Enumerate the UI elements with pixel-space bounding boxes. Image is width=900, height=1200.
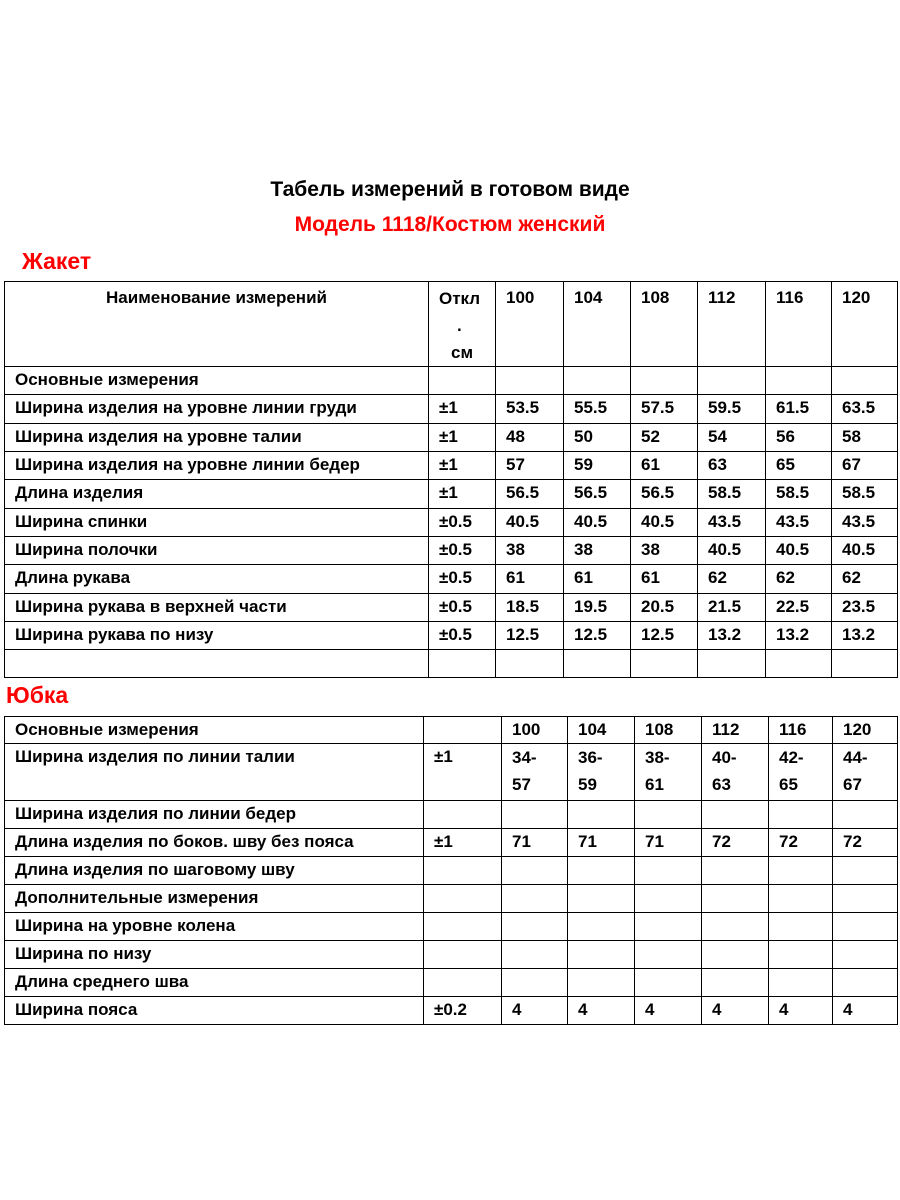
table-row	[5, 744, 898, 801]
header-size: 100	[502, 717, 568, 744]
tolerance-cell	[424, 801, 502, 829]
value-cell: 34- 57	[502, 744, 568, 801]
value-cell: 62	[698, 565, 766, 594]
value-cell: 56.5	[564, 480, 631, 509]
header-tolerance	[424, 717, 502, 744]
value-cell: 4	[502, 997, 568, 1025]
value-cell	[833, 801, 898, 829]
value-cell: 43.5	[832, 509, 898, 537]
value-cell: 58.5	[832, 480, 898, 509]
tolerance-cell: ±0.5	[429, 565, 496, 594]
measurement-name: Дополнительные измерения	[5, 885, 424, 913]
value-cell	[568, 857, 635, 885]
value-cell: 4	[833, 997, 898, 1025]
table-row	[5, 594, 898, 622]
value-cell	[702, 969, 769, 997]
value-cell	[833, 857, 898, 885]
value-cell: 65	[766, 452, 832, 480]
tolerance-cell	[424, 969, 502, 997]
header-size: 112	[702, 717, 769, 744]
table-row	[5, 452, 898, 480]
value-cell	[769, 801, 833, 829]
value-cell: 56.5	[496, 480, 564, 509]
value-cell	[833, 969, 898, 997]
value-cell: 50	[564, 424, 631, 452]
jacket-header-row	[5, 282, 898, 367]
table-row	[5, 395, 898, 424]
value-cell: 71	[568, 829, 635, 857]
value-cell	[702, 941, 769, 969]
value-cell	[766, 367, 832, 395]
table-row	[5, 885, 898, 913]
value-cell: 42- 65	[769, 744, 833, 801]
tolerance-cell: ±0.5	[429, 509, 496, 537]
tolerance-cell: ±0.5	[429, 594, 496, 622]
value-cell	[833, 913, 898, 941]
value-cell: 4	[702, 997, 769, 1025]
table-row	[5, 537, 898, 565]
tolerance-cell: ±1	[424, 744, 502, 801]
table-row	[5, 997, 898, 1025]
value-cell: 57	[496, 452, 564, 480]
measurement-name: Ширина на уровне колена	[5, 913, 424, 941]
value-cell: 59	[564, 452, 631, 480]
header-size: 100	[496, 282, 564, 367]
tolerance-cell	[429, 650, 496, 678]
page-title: Табель измерений в готовом виде	[270, 178, 630, 201]
value-cell	[502, 969, 568, 997]
header-size: 112	[698, 282, 766, 367]
value-cell: 40.5	[631, 509, 698, 537]
value-cell: 58.5	[766, 480, 832, 509]
value-cell: 52	[631, 424, 698, 452]
value-cell	[496, 650, 564, 678]
value-cell: 61	[631, 452, 698, 480]
value-cell: 12.5	[496, 622, 564, 650]
value-cell: 59.5	[698, 395, 766, 424]
value-cell: 12.5	[564, 622, 631, 650]
value-cell: 40.5	[698, 537, 766, 565]
value-cell	[832, 367, 898, 395]
value-cell	[702, 913, 769, 941]
table-row	[5, 801, 898, 829]
table-row	[5, 367, 898, 395]
measurement-name: Ширина рукава в верхней части	[5, 594, 429, 622]
value-cell: 38	[496, 537, 564, 565]
value-cell: 43.5	[698, 509, 766, 537]
section-title-skirt: Юбка	[6, 682, 69, 708]
value-cell: 72	[833, 829, 898, 857]
measurement-name: Ширина по низу	[5, 941, 424, 969]
measurement-name	[5, 650, 429, 678]
table-row	[5, 622, 898, 650]
value-cell: 13.2	[766, 622, 832, 650]
measurement-name: Основные измерения	[5, 367, 429, 395]
value-cell: 43.5	[766, 509, 832, 537]
value-cell: 61	[631, 565, 698, 594]
header-size: 104	[564, 282, 631, 367]
value-cell: 63.5	[832, 395, 898, 424]
value-cell	[635, 941, 702, 969]
header-name: Основные измерения	[5, 717, 424, 744]
measurement-name: Длина рукава	[5, 565, 429, 594]
skirt-measurements-table	[4, 716, 898, 1025]
tolerance-cell	[424, 913, 502, 941]
value-cell: 21.5	[698, 594, 766, 622]
value-cell: 62	[832, 565, 898, 594]
value-cell	[631, 367, 698, 395]
value-cell	[564, 650, 631, 678]
header-size: 116	[766, 282, 832, 367]
value-cell	[568, 941, 635, 969]
value-cell: 19.5	[564, 594, 631, 622]
value-cell: 40.5	[564, 509, 631, 537]
value-cell: 71	[635, 829, 702, 857]
measurement-name: Ширина полочки	[5, 537, 429, 565]
header-tolerance-line: см	[451, 343, 474, 362]
tolerance-cell: ±0.5	[429, 622, 496, 650]
measurement-name: Длина среднего шва	[5, 969, 424, 997]
header-size: 116	[769, 717, 833, 744]
header-size: 104	[568, 717, 635, 744]
jacket-measurements-table	[4, 281, 898, 678]
model-subtitle: Модель 1118/Костюм женский	[294, 213, 606, 236]
value-cell: 61.5	[766, 395, 832, 424]
measurement-name: Ширина изделия на уровне талии	[5, 424, 429, 452]
value-cell: 62	[766, 565, 832, 594]
header-tolerance-line: .	[457, 316, 462, 335]
value-cell: 56.5	[631, 480, 698, 509]
measurement-name: Ширина спинки	[5, 509, 429, 537]
tolerance-cell: ±1	[429, 395, 496, 424]
measurement-name: Ширина изделия по линии талии	[5, 744, 424, 801]
value-cell	[702, 857, 769, 885]
value-cell: 20.5	[631, 594, 698, 622]
value-cell	[568, 969, 635, 997]
header-size: 108	[635, 717, 702, 744]
table-row	[5, 509, 898, 537]
value-cell: 55.5	[564, 395, 631, 424]
table-row	[5, 913, 898, 941]
table-row	[5, 969, 898, 997]
value-cell	[698, 367, 766, 395]
value-cell	[769, 913, 833, 941]
value-cell: 40.5	[766, 537, 832, 565]
value-cell: 63	[698, 452, 766, 480]
value-cell	[766, 650, 832, 678]
value-cell	[702, 885, 769, 913]
value-cell: 58	[832, 424, 898, 452]
value-cell	[502, 913, 568, 941]
measurement-name: Ширина изделия по линии бедер	[5, 801, 424, 829]
value-cell	[833, 885, 898, 913]
value-cell: 12.5	[631, 622, 698, 650]
table-row	[5, 829, 898, 857]
value-cell	[769, 941, 833, 969]
header-size: 120	[833, 717, 898, 744]
value-cell: 36- 59	[568, 744, 635, 801]
value-cell	[502, 801, 568, 829]
tolerance-cell	[424, 857, 502, 885]
value-cell: 54	[698, 424, 766, 452]
value-cell	[698, 650, 766, 678]
table-row	[5, 941, 898, 969]
value-cell: 67	[832, 452, 898, 480]
value-cell: 13.2	[698, 622, 766, 650]
value-cell: 38	[564, 537, 631, 565]
value-cell: 48	[496, 424, 564, 452]
measurement-name: Ширина пояса	[5, 997, 424, 1025]
value-cell: 18.5	[496, 594, 564, 622]
value-cell	[631, 650, 698, 678]
value-cell	[702, 801, 769, 829]
value-cell	[635, 885, 702, 913]
value-cell: 72	[769, 829, 833, 857]
measurement-name: Длина изделия	[5, 480, 429, 509]
table-row	[5, 565, 898, 594]
value-cell: 72	[702, 829, 769, 857]
value-cell	[769, 857, 833, 885]
value-cell	[568, 801, 635, 829]
value-cell: 4	[635, 997, 702, 1025]
value-cell: 13.2	[832, 622, 898, 650]
value-cell	[635, 857, 702, 885]
tolerance-cell	[424, 885, 502, 913]
tolerance-cell	[429, 367, 496, 395]
measurement-name: Ширина изделия на уровне линии груди	[5, 395, 429, 424]
header-tolerance	[429, 282, 496, 367]
tolerance-cell: ±0.2	[424, 997, 502, 1025]
table-row	[5, 650, 898, 678]
value-cell	[568, 913, 635, 941]
value-cell	[502, 941, 568, 969]
value-cell: 53.5	[496, 395, 564, 424]
value-cell: 40.5	[832, 537, 898, 565]
header-size: 108	[631, 282, 698, 367]
value-cell	[769, 969, 833, 997]
tolerance-cell: ±1	[424, 829, 502, 857]
measurement-name: Ширина рукава по низу	[5, 622, 429, 650]
header-size: 120	[832, 282, 898, 367]
tolerance-cell: ±1	[429, 480, 496, 509]
section-title-jacket: Жакет	[22, 248, 92, 274]
tolerance-cell: ±1	[429, 424, 496, 452]
table-row	[5, 424, 898, 452]
value-cell: 58.5	[698, 480, 766, 509]
value-cell	[635, 801, 702, 829]
value-cell: 56	[766, 424, 832, 452]
value-cell: 40.5	[496, 509, 564, 537]
value-cell	[502, 885, 568, 913]
value-cell: 44- 67	[833, 744, 898, 801]
value-cell: 40- 63	[702, 744, 769, 801]
tolerance-cell: ±0.5	[429, 537, 496, 565]
value-cell	[769, 885, 833, 913]
measurement-name: Длина изделия по шаговому шву	[5, 857, 424, 885]
value-cell	[496, 367, 564, 395]
value-cell: 38	[631, 537, 698, 565]
header-tolerance-line: Откл	[439, 289, 481, 308]
value-cell: 4	[769, 997, 833, 1025]
table-row	[5, 857, 898, 885]
value-cell: 38- 61	[635, 744, 702, 801]
value-cell	[568, 885, 635, 913]
value-cell: 71	[502, 829, 568, 857]
value-cell	[832, 650, 898, 678]
value-cell: 61	[564, 565, 631, 594]
value-cell	[564, 367, 631, 395]
value-cell	[635, 913, 702, 941]
value-cell	[833, 941, 898, 969]
value-cell	[635, 969, 702, 997]
skirt-header-row	[5, 717, 898, 744]
value-cell: 61	[496, 565, 564, 594]
tolerance-cell: ±1	[429, 452, 496, 480]
measurement-name: Длина изделия по боков. шву без пояса	[5, 829, 424, 857]
table-row	[5, 480, 898, 509]
value-cell: 57.5	[631, 395, 698, 424]
value-cell: 4	[568, 997, 635, 1025]
value-cell: 22.5	[766, 594, 832, 622]
header-name: Наименование измерений	[5, 282, 429, 367]
measurement-name: Ширина изделия на уровне линии бедер	[5, 452, 429, 480]
value-cell	[502, 857, 568, 885]
tolerance-cell	[424, 941, 502, 969]
value-cell: 23.5	[832, 594, 898, 622]
